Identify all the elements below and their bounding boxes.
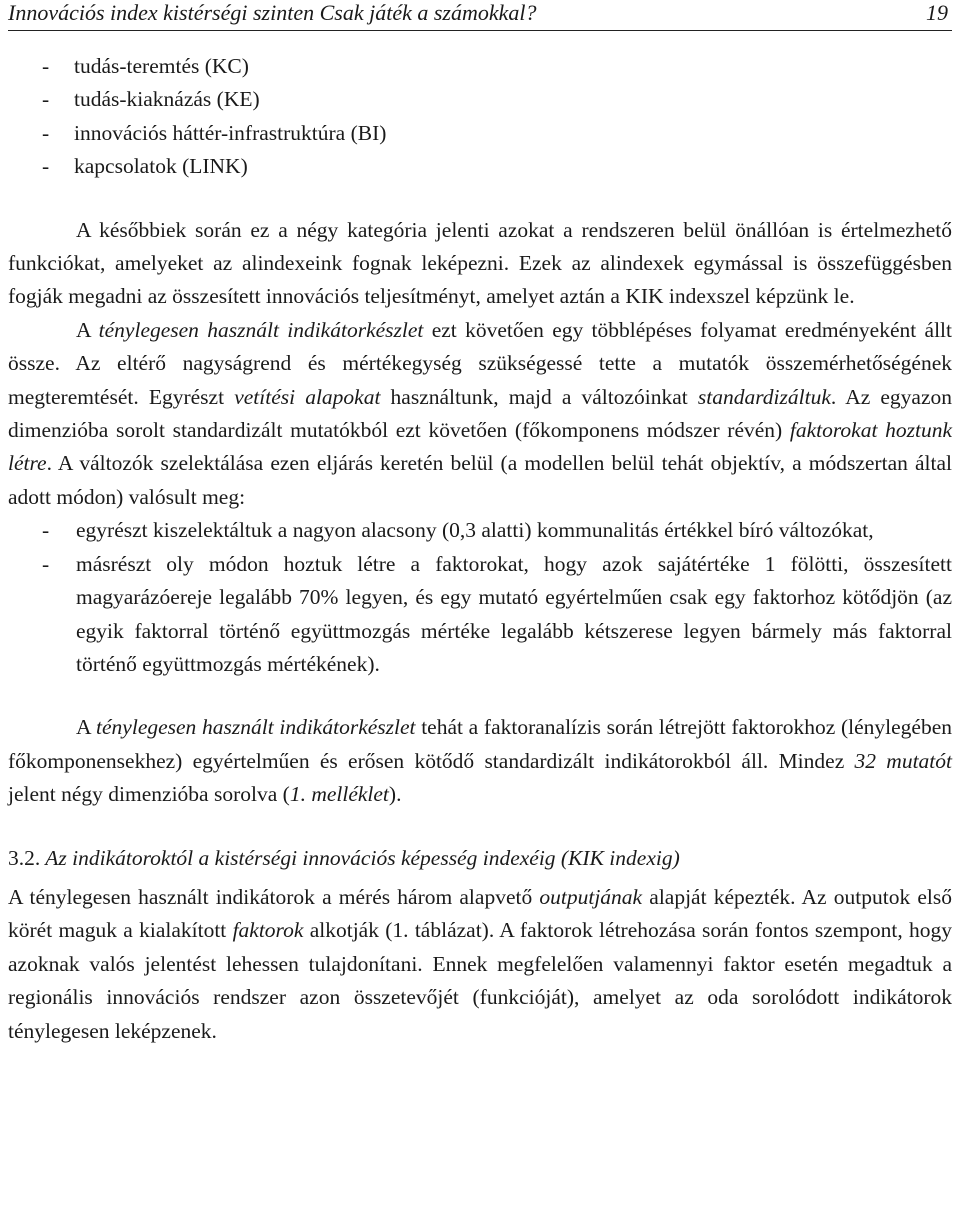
category-list (8, 50, 952, 184)
list-item: - egyrészt kiszelektáltuk a nagyon alacsony (0,3 alatti) kommunalitás értékkel bíró változókat, (8, 514, 952, 547)
header-title: Innovációs index kistérségi szinten Csak játék a számokkal? (8, 0, 537, 25)
section-number: 3.2. (8, 845, 41, 870)
section-title: Az indikátoroktól a kistérségi innovációs képesség indexéig (KIK indexig) (45, 845, 680, 870)
page-number: 19 (926, 0, 948, 25)
running-header (8, 0, 952, 31)
paragraph-4: A ténylegesen használt indikátorok a mérés három alapvető outputjának alapját képezték. Az outputok első körét maguk a kialakított faktorok alkotják (1. táblázat). A faktorok létrehozása során fontos szempont, hogy azoknak valós jelentést lehessen tulajdonítani. Ennek megfelelően valamennyi faktor esetén megadtuk a regionális innovációs rendszer azon összetevőjét (funkcióját), amelyet az oda sorolódott indikátorok ténylegesen leképzenek. (8, 884, 952, 1043)
paragraph-3: A ténylegesen használt indikátorkészlet tehát a faktoranalízis során létrejött faktorokhoz (lénylegében főkomponensekhez) egyértelműen és erősen kötődő standardizált indikátorokból áll. Mindez 32 mutatót jelent négy dimenzióba sorolva (1. melléklet). (8, 715, 952, 807)
criteria-list (8, 514, 952, 681)
paragraph-2: A ténylegesen használt indikátorkészlet ezt követően egy többlépéses folyamat eredményeként állt össze. Az eltérő nagyságrend és mértékegység szükségessé tette a mutatók összemérhetőségének megteremtését. Egyrészt vetítési alapokat használtunk, majd a változóinkat standardizáltuk. Az egyazon dimenzióba sorolt standardizált mutatókból ezt követően (főkomponens módszer révén) faktorokat hoztunk létre. A változók szelektálása ezen eljárás keretén belül (a modellen belül tehát objektív, a módszertan által adott módon) valósult meg: (8, 317, 953, 509)
list-item: - másrészt oly módon hoztuk létre a faktorokat, hogy azok sajátértéke 1 fölötti, összesített magyarázóereje legalább 70% legyen, és egy mutató egyértelműen csak egy faktorhoz kötődjön (az egyik faktorral történő együttmozgás mértéke legalább kétszerese legyen bármely más faktorral történő együttmozgás mértékének). (8, 548, 952, 682)
document-body (8, 50, 952, 1048)
section-heading (8, 842, 952, 875)
list-item: - tudás-kiaknázás (KE) (8, 83, 952, 116)
list-item: - tudás-teremtés (KC) (8, 50, 952, 83)
list-item: - kapcsolatok (LINK) (8, 150, 952, 183)
paragraph-1: A későbbiek során ez a négy kategória jelenti azokat a rendszeren belül önállóan is értelmezhető funkciókat, amelyeket az alindexeink fognak leképezni. Ezek az alindexek egymással is összefüggésben fogják megadni az összesített innovációs teljesítményt, amelyet aztán a KIK indexszel képzünk le. (8, 217, 952, 309)
list-item: - innovációs háttér-infrastruktúra (BI) (8, 117, 952, 150)
